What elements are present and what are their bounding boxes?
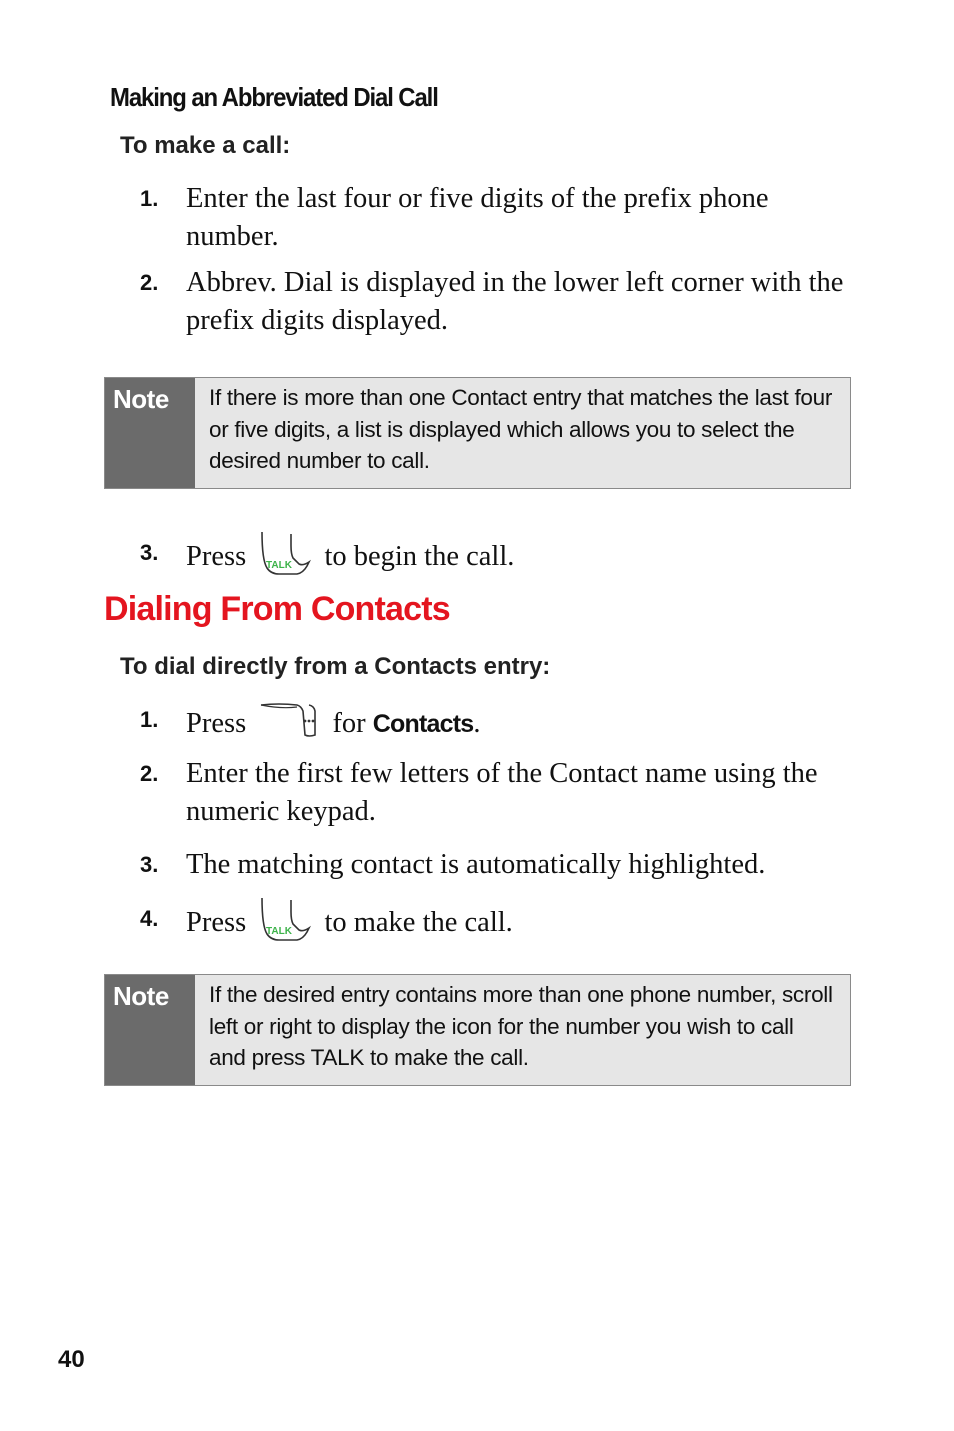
note-text: If there is more than one Contact entry that matches the last four or five digits, a list is displayed which allows you to select the desired number to call. bbox=[209, 385, 833, 473]
note-label: Note bbox=[105, 975, 195, 1085]
intro-text: To make a call: bbox=[120, 132, 291, 159]
step-text: to make the call. bbox=[324, 907, 513, 939]
step-number: 2. bbox=[140, 270, 159, 295]
step-text: for bbox=[332, 708, 366, 740]
step-text: Press bbox=[186, 708, 247, 740]
talk-key-label: TALK bbox=[266, 560, 293, 571]
step-number: 3. bbox=[140, 852, 159, 877]
note-label: Note bbox=[105, 378, 195, 488]
talk-key-icon bbox=[259, 530, 311, 587]
step-number: 2. bbox=[140, 761, 159, 786]
note-box bbox=[104, 974, 851, 1086]
step-number: 4. bbox=[140, 906, 159, 931]
step-text: Press bbox=[186, 907, 247, 939]
step-number: 1. bbox=[140, 707, 159, 732]
step-item bbox=[140, 701, 860, 745]
step-item bbox=[140, 846, 860, 886]
menu-softkey-icon bbox=[259, 701, 319, 750]
subheading: Making an Abbreviated Dial Call bbox=[110, 82, 438, 112]
step-item bbox=[140, 530, 860, 574]
step-number: 1. bbox=[140, 186, 159, 211]
step-text: The matching contact is automatically highlighted. bbox=[186, 849, 766, 880]
note-box bbox=[104, 377, 851, 489]
step-text: to begin the call. bbox=[324, 541, 515, 573]
note-text: If the desired entry contains more than one phone number, scroll left or right to display the icon for the number you wish to call and press TALK to make the call. bbox=[209, 982, 833, 1070]
step-item bbox=[140, 755, 860, 835]
step-text: Enter the first few letters of the Contact name using the numeric keypad. bbox=[186, 758, 818, 827]
intro-text: To dial directly from a Contacts entry: bbox=[120, 653, 551, 680]
page-number: 40 bbox=[58, 1346, 85, 1373]
section-title: Dialing From Contacts bbox=[104, 590, 450, 628]
talk-key-label: TALK bbox=[266, 926, 293, 937]
step-text: Enter the last four or five digits of the prefix phone number. bbox=[186, 183, 769, 252]
contacts-label: Contacts bbox=[372, 710, 474, 739]
step-item bbox=[140, 896, 860, 940]
step-text: Abbrev. Dial is displayed in the lower left corner with the prefix digits displayed. bbox=[186, 267, 844, 336]
step-item bbox=[140, 180, 860, 260]
step-text: Press bbox=[186, 541, 247, 573]
step-text: . bbox=[473, 708, 481, 740]
talk-key-icon bbox=[259, 896, 311, 953]
step-item bbox=[140, 264, 860, 344]
step-number: 3. bbox=[140, 540, 159, 565]
